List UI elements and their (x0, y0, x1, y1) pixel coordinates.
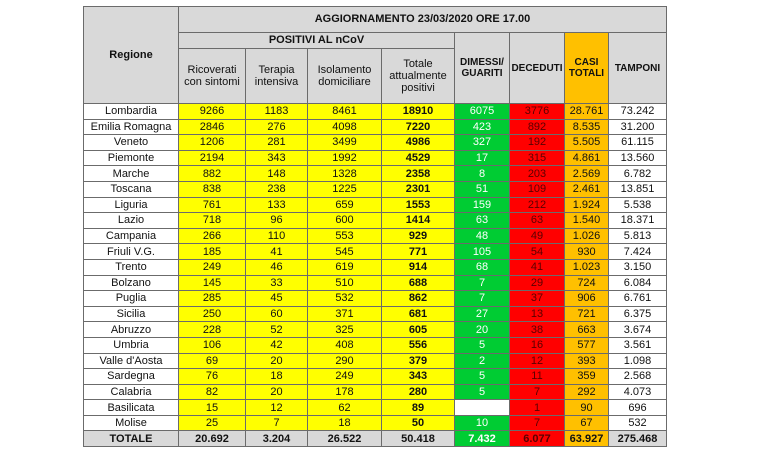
table-row (84, 369, 667, 385)
cell-deceduti: 3776 (510, 104, 565, 120)
cell-isolamento: 532 (308, 291, 382, 307)
cell-isolamento: 8461 (308, 104, 382, 120)
cell-ricoverati: 9266 (179, 104, 246, 120)
cell-casi-totali: 1.924 (565, 197, 609, 213)
cell-deceduti: 203 (510, 166, 565, 182)
cell-tamponi: 6.084 (609, 275, 667, 291)
cell-isolamento: 3499 (308, 135, 382, 151)
cell-deceduti: 41 (510, 259, 565, 275)
cell-dimessi: 17 (455, 150, 510, 166)
header-regione: Regione (84, 7, 179, 104)
cell-casi-totali: 663 (565, 322, 609, 338)
cell-dimessi (455, 400, 510, 416)
cell-ricoverati: 249 (179, 259, 246, 275)
cell-isolamento: 1225 (308, 181, 382, 197)
cell-totale-positivi: 4986 (382, 135, 455, 151)
cell-ricoverati: 145 (179, 275, 246, 291)
cell-regione: Friuli V.G. (84, 244, 179, 260)
cell-regione: Bolzano (84, 275, 179, 291)
cell-isolamento: 408 (308, 337, 382, 353)
cell-terapia: 18 (246, 369, 308, 385)
covid-table-container (83, 6, 667, 447)
cell-ricoverati: 25 (179, 415, 246, 431)
cell-tamponi: 18.371 (609, 213, 667, 229)
cell-terapia: 7 (246, 415, 308, 431)
cell-regione: Marche (84, 166, 179, 182)
cell-tamponi: 13.560 (609, 150, 667, 166)
cell-tamponi: 5.813 (609, 228, 667, 244)
cell-casi-totali: 1.540 (565, 213, 609, 229)
cell-terapia: 60 (246, 306, 308, 322)
cell-ricoverati: 1206 (179, 135, 246, 151)
cell-deceduti: 192 (510, 135, 565, 151)
cell-tamponi: 6.375 (609, 306, 667, 322)
cell-dimessi: 20 (455, 322, 510, 338)
cell-casi-totali: 393 (565, 353, 609, 369)
total-cell-ricoverati: 20.692 (179, 431, 246, 447)
cell-ricoverati: 15 (179, 400, 246, 416)
cell-deceduti: 37 (510, 291, 565, 307)
cell-totale-positivi: 1414 (382, 213, 455, 229)
cell-tamponi: 61.115 (609, 135, 667, 151)
table-row (84, 135, 667, 151)
cell-isolamento: 178 (308, 384, 382, 400)
cell-totale-positivi: 50 (382, 415, 455, 431)
cell-totale-positivi: 379 (382, 353, 455, 369)
cell-regione: Emilia Romagna (84, 119, 179, 135)
cell-ricoverati: 69 (179, 353, 246, 369)
cell-casi-totali: 577 (565, 337, 609, 353)
table-row (84, 291, 667, 307)
cell-regione: Piemonte (84, 150, 179, 166)
cell-isolamento: 659 (308, 197, 382, 213)
cell-terapia: 110 (246, 228, 308, 244)
table-row (84, 384, 667, 400)
cell-regione: Lazio (84, 213, 179, 229)
cell-casi-totali: 292 (565, 384, 609, 400)
cell-dimessi: 5 (455, 384, 510, 400)
table-row (84, 306, 667, 322)
cell-casi-totali: 1.026 (565, 228, 609, 244)
cell-totale-positivi: 89 (382, 400, 455, 416)
cell-dimessi: 68 (455, 259, 510, 275)
header-terapia: Terapia intensiva (246, 49, 308, 104)
table-row (84, 337, 667, 353)
cell-terapia: 41 (246, 244, 308, 260)
cell-dimessi: 105 (455, 244, 510, 260)
cell-terapia: 238 (246, 181, 308, 197)
covid-region-table (83, 6, 667, 447)
cell-totale-positivi: 343 (382, 369, 455, 385)
header-tamponi: TAMPONI (609, 33, 667, 104)
total-cell-dimessi: 7.432 (455, 431, 510, 447)
total-row (84, 431, 667, 447)
cell-casi-totali: 67 (565, 415, 609, 431)
table-row (84, 119, 667, 135)
total-cell-casi-totali: 63.927 (565, 431, 609, 447)
cell-terapia: 33 (246, 275, 308, 291)
cell-tamponi: 7.424 (609, 244, 667, 260)
cell-isolamento: 249 (308, 369, 382, 385)
header-isolamento: Isolamento domiciliare (308, 49, 382, 104)
cell-isolamento: 62 (308, 400, 382, 416)
cell-dimessi: 327 (455, 135, 510, 151)
cell-isolamento: 619 (308, 259, 382, 275)
cell-terapia: 343 (246, 150, 308, 166)
cell-regione: Umbria (84, 337, 179, 353)
cell-casi-totali: 724 (565, 275, 609, 291)
cell-deceduti: 892 (510, 119, 565, 135)
table-row (84, 244, 667, 260)
table-body (84, 104, 667, 447)
total-cell-isolamento: 26.522 (308, 431, 382, 447)
cell-totale-positivi: 862 (382, 291, 455, 307)
cell-isolamento: 4098 (308, 119, 382, 135)
cell-ricoverati: 228 (179, 322, 246, 338)
cell-tamponi: 5.538 (609, 197, 667, 213)
cell-isolamento: 1328 (308, 166, 382, 182)
cell-ricoverati: 266 (179, 228, 246, 244)
cell-deceduti: 212 (510, 197, 565, 213)
header-deceduti: DECEDUTI (510, 33, 565, 104)
cell-deceduti: 13 (510, 306, 565, 322)
table-row (84, 415, 667, 431)
cell-ricoverati: 838 (179, 181, 246, 197)
cell-deceduti: 11 (510, 369, 565, 385)
cell-isolamento: 545 (308, 244, 382, 260)
cell-regione: Basilicata (84, 400, 179, 416)
table-row (84, 259, 667, 275)
cell-casi-totali: 4.861 (565, 150, 609, 166)
cell-ricoverati: 285 (179, 291, 246, 307)
cell-dimessi: 8 (455, 166, 510, 182)
header-positivi: POSITIVI AL nCoV (179, 33, 455, 49)
cell-terapia: 12 (246, 400, 308, 416)
header-casi-totali: CASI TOTALI (565, 33, 609, 104)
cell-tamponi: 31.200 (609, 119, 667, 135)
cell-totale-positivi: 280 (382, 384, 455, 400)
cell-regione: Liguria (84, 197, 179, 213)
table-row (84, 322, 667, 338)
cell-isolamento: 553 (308, 228, 382, 244)
cell-isolamento: 290 (308, 353, 382, 369)
cell-isolamento: 600 (308, 213, 382, 229)
cell-regione: Abruzzo (84, 322, 179, 338)
table-title: AGGIORNAMENTO 23/03/2020 ORE 17.00 (179, 7, 667, 33)
cell-isolamento: 325 (308, 322, 382, 338)
cell-terapia: 52 (246, 322, 308, 338)
cell-regione: Calabria (84, 384, 179, 400)
table-row (84, 213, 667, 229)
cell-deceduti: 29 (510, 275, 565, 291)
cell-terapia: 276 (246, 119, 308, 135)
cell-terapia: 42 (246, 337, 308, 353)
total-cell-terapia: 3.204 (246, 431, 308, 447)
cell-casi-totali: 2.461 (565, 181, 609, 197)
cell-tamponi: 532 (609, 415, 667, 431)
cell-dimessi: 51 (455, 181, 510, 197)
cell-isolamento: 510 (308, 275, 382, 291)
cell-tamponi: 13.851 (609, 181, 667, 197)
cell-regione: Trento (84, 259, 179, 275)
table-row (84, 104, 667, 120)
cell-regione: Lombardia (84, 104, 179, 120)
cell-terapia: 281 (246, 135, 308, 151)
cell-deceduti: 7 (510, 415, 565, 431)
cell-ricoverati: 185 (179, 244, 246, 260)
cell-dimessi: 27 (455, 306, 510, 322)
cell-dimessi: 10 (455, 415, 510, 431)
cell-ricoverati: 761 (179, 197, 246, 213)
cell-casi-totali: 2.569 (565, 166, 609, 182)
cell-totale-positivi: 4529 (382, 150, 455, 166)
cell-totale-positivi: 18910 (382, 104, 455, 120)
table-row (84, 275, 667, 291)
cell-dimessi: 423 (455, 119, 510, 135)
table-row (84, 228, 667, 244)
cell-tamponi: 6.761 (609, 291, 667, 307)
table-row (84, 197, 667, 213)
cell-tamponi: 6.782 (609, 166, 667, 182)
cell-terapia: 46 (246, 259, 308, 275)
cell-casi-totali: 930 (565, 244, 609, 260)
cell-ricoverati: 82 (179, 384, 246, 400)
cell-totale-positivi: 7220 (382, 119, 455, 135)
cell-tamponi: 73.242 (609, 104, 667, 120)
cell-tamponi: 2.568 (609, 369, 667, 385)
cell-casi-totali: 5.505 (565, 135, 609, 151)
cell-deceduti: 7 (510, 384, 565, 400)
cell-ricoverati: 882 (179, 166, 246, 182)
cell-totale-positivi: 929 (382, 228, 455, 244)
cell-isolamento: 1992 (308, 150, 382, 166)
cell-regione: Veneto (84, 135, 179, 151)
cell-ricoverati: 250 (179, 306, 246, 322)
cell-casi-totali: 28.761 (565, 104, 609, 120)
cell-terapia: 20 (246, 384, 308, 400)
cell-casi-totali: 359 (565, 369, 609, 385)
cell-ricoverati: 2194 (179, 150, 246, 166)
cell-tamponi: 3.561 (609, 337, 667, 353)
cell-tamponi: 3.150 (609, 259, 667, 275)
table-row (84, 181, 667, 197)
cell-totale-positivi: 2358 (382, 166, 455, 182)
total-cell-tamponi: 275.468 (609, 431, 667, 447)
cell-isolamento: 18 (308, 415, 382, 431)
cell-ricoverati: 2846 (179, 119, 246, 135)
total-cell-regione: TOTALE (84, 431, 179, 447)
cell-totale-positivi: 688 (382, 275, 455, 291)
cell-deceduti: 63 (510, 213, 565, 229)
table-row (84, 166, 667, 182)
cell-terapia: 1183 (246, 104, 308, 120)
cell-regione: Sicilia (84, 306, 179, 322)
cell-dimessi: 48 (455, 228, 510, 244)
cell-dimessi: 159 (455, 197, 510, 213)
cell-dimessi: 7 (455, 291, 510, 307)
cell-terapia: 148 (246, 166, 308, 182)
cell-totale-positivi: 1553 (382, 197, 455, 213)
table-row (84, 353, 667, 369)
cell-ricoverati: 106 (179, 337, 246, 353)
cell-deceduti: 49 (510, 228, 565, 244)
cell-dimessi: 7 (455, 275, 510, 291)
total-cell-deceduti: 6.077 (510, 431, 565, 447)
cell-terapia: 133 (246, 197, 308, 213)
total-cell-totale-positivi: 50.418 (382, 431, 455, 447)
cell-casi-totali: 906 (565, 291, 609, 307)
cell-terapia: 20 (246, 353, 308, 369)
cell-isolamento: 371 (308, 306, 382, 322)
cell-regione: Sardegna (84, 369, 179, 385)
cell-totale-positivi: 681 (382, 306, 455, 322)
header-dimessi: DIMESSI/ GUARITI (455, 33, 510, 104)
header-ricoverati: Ricoverati con sintomi (179, 49, 246, 104)
cell-casi-totali: 721 (565, 306, 609, 322)
cell-deceduti: 16 (510, 337, 565, 353)
cell-tamponi: 696 (609, 400, 667, 416)
header-totale-positivi: Totale attualmente positivi (382, 49, 455, 104)
cell-deceduti: 54 (510, 244, 565, 260)
cell-regione: Valle d'Aosta (84, 353, 179, 369)
cell-dimessi: 63 (455, 213, 510, 229)
cell-totale-positivi: 914 (382, 259, 455, 275)
cell-dimessi: 2 (455, 353, 510, 369)
cell-ricoverati: 76 (179, 369, 246, 385)
cell-deceduti: 315 (510, 150, 565, 166)
cell-totale-positivi: 771 (382, 244, 455, 260)
cell-deceduti: 12 (510, 353, 565, 369)
table-row (84, 400, 667, 416)
cell-ricoverati: 718 (179, 213, 246, 229)
cell-regione: Toscana (84, 181, 179, 197)
cell-tamponi: 4.073 (609, 384, 667, 400)
cell-deceduti: 109 (510, 181, 565, 197)
cell-dimessi: 5 (455, 337, 510, 353)
cell-dimessi: 5 (455, 369, 510, 385)
cell-regione: Molise (84, 415, 179, 431)
cell-casi-totali: 8.535 (565, 119, 609, 135)
cell-casi-totali: 90 (565, 400, 609, 416)
cell-tamponi: 3.674 (609, 322, 667, 338)
cell-regione: Puglia (84, 291, 179, 307)
cell-casi-totali: 1.023 (565, 259, 609, 275)
cell-tamponi: 1.098 (609, 353, 667, 369)
cell-terapia: 45 (246, 291, 308, 307)
table-row (84, 150, 667, 166)
cell-deceduti: 1 (510, 400, 565, 416)
cell-dimessi: 6075 (455, 104, 510, 120)
cell-totale-positivi: 2301 (382, 181, 455, 197)
cell-totale-positivi: 605 (382, 322, 455, 338)
cell-deceduti: 38 (510, 322, 565, 338)
cell-totale-positivi: 556 (382, 337, 455, 353)
cell-regione: Campania (84, 228, 179, 244)
cell-terapia: 96 (246, 213, 308, 229)
